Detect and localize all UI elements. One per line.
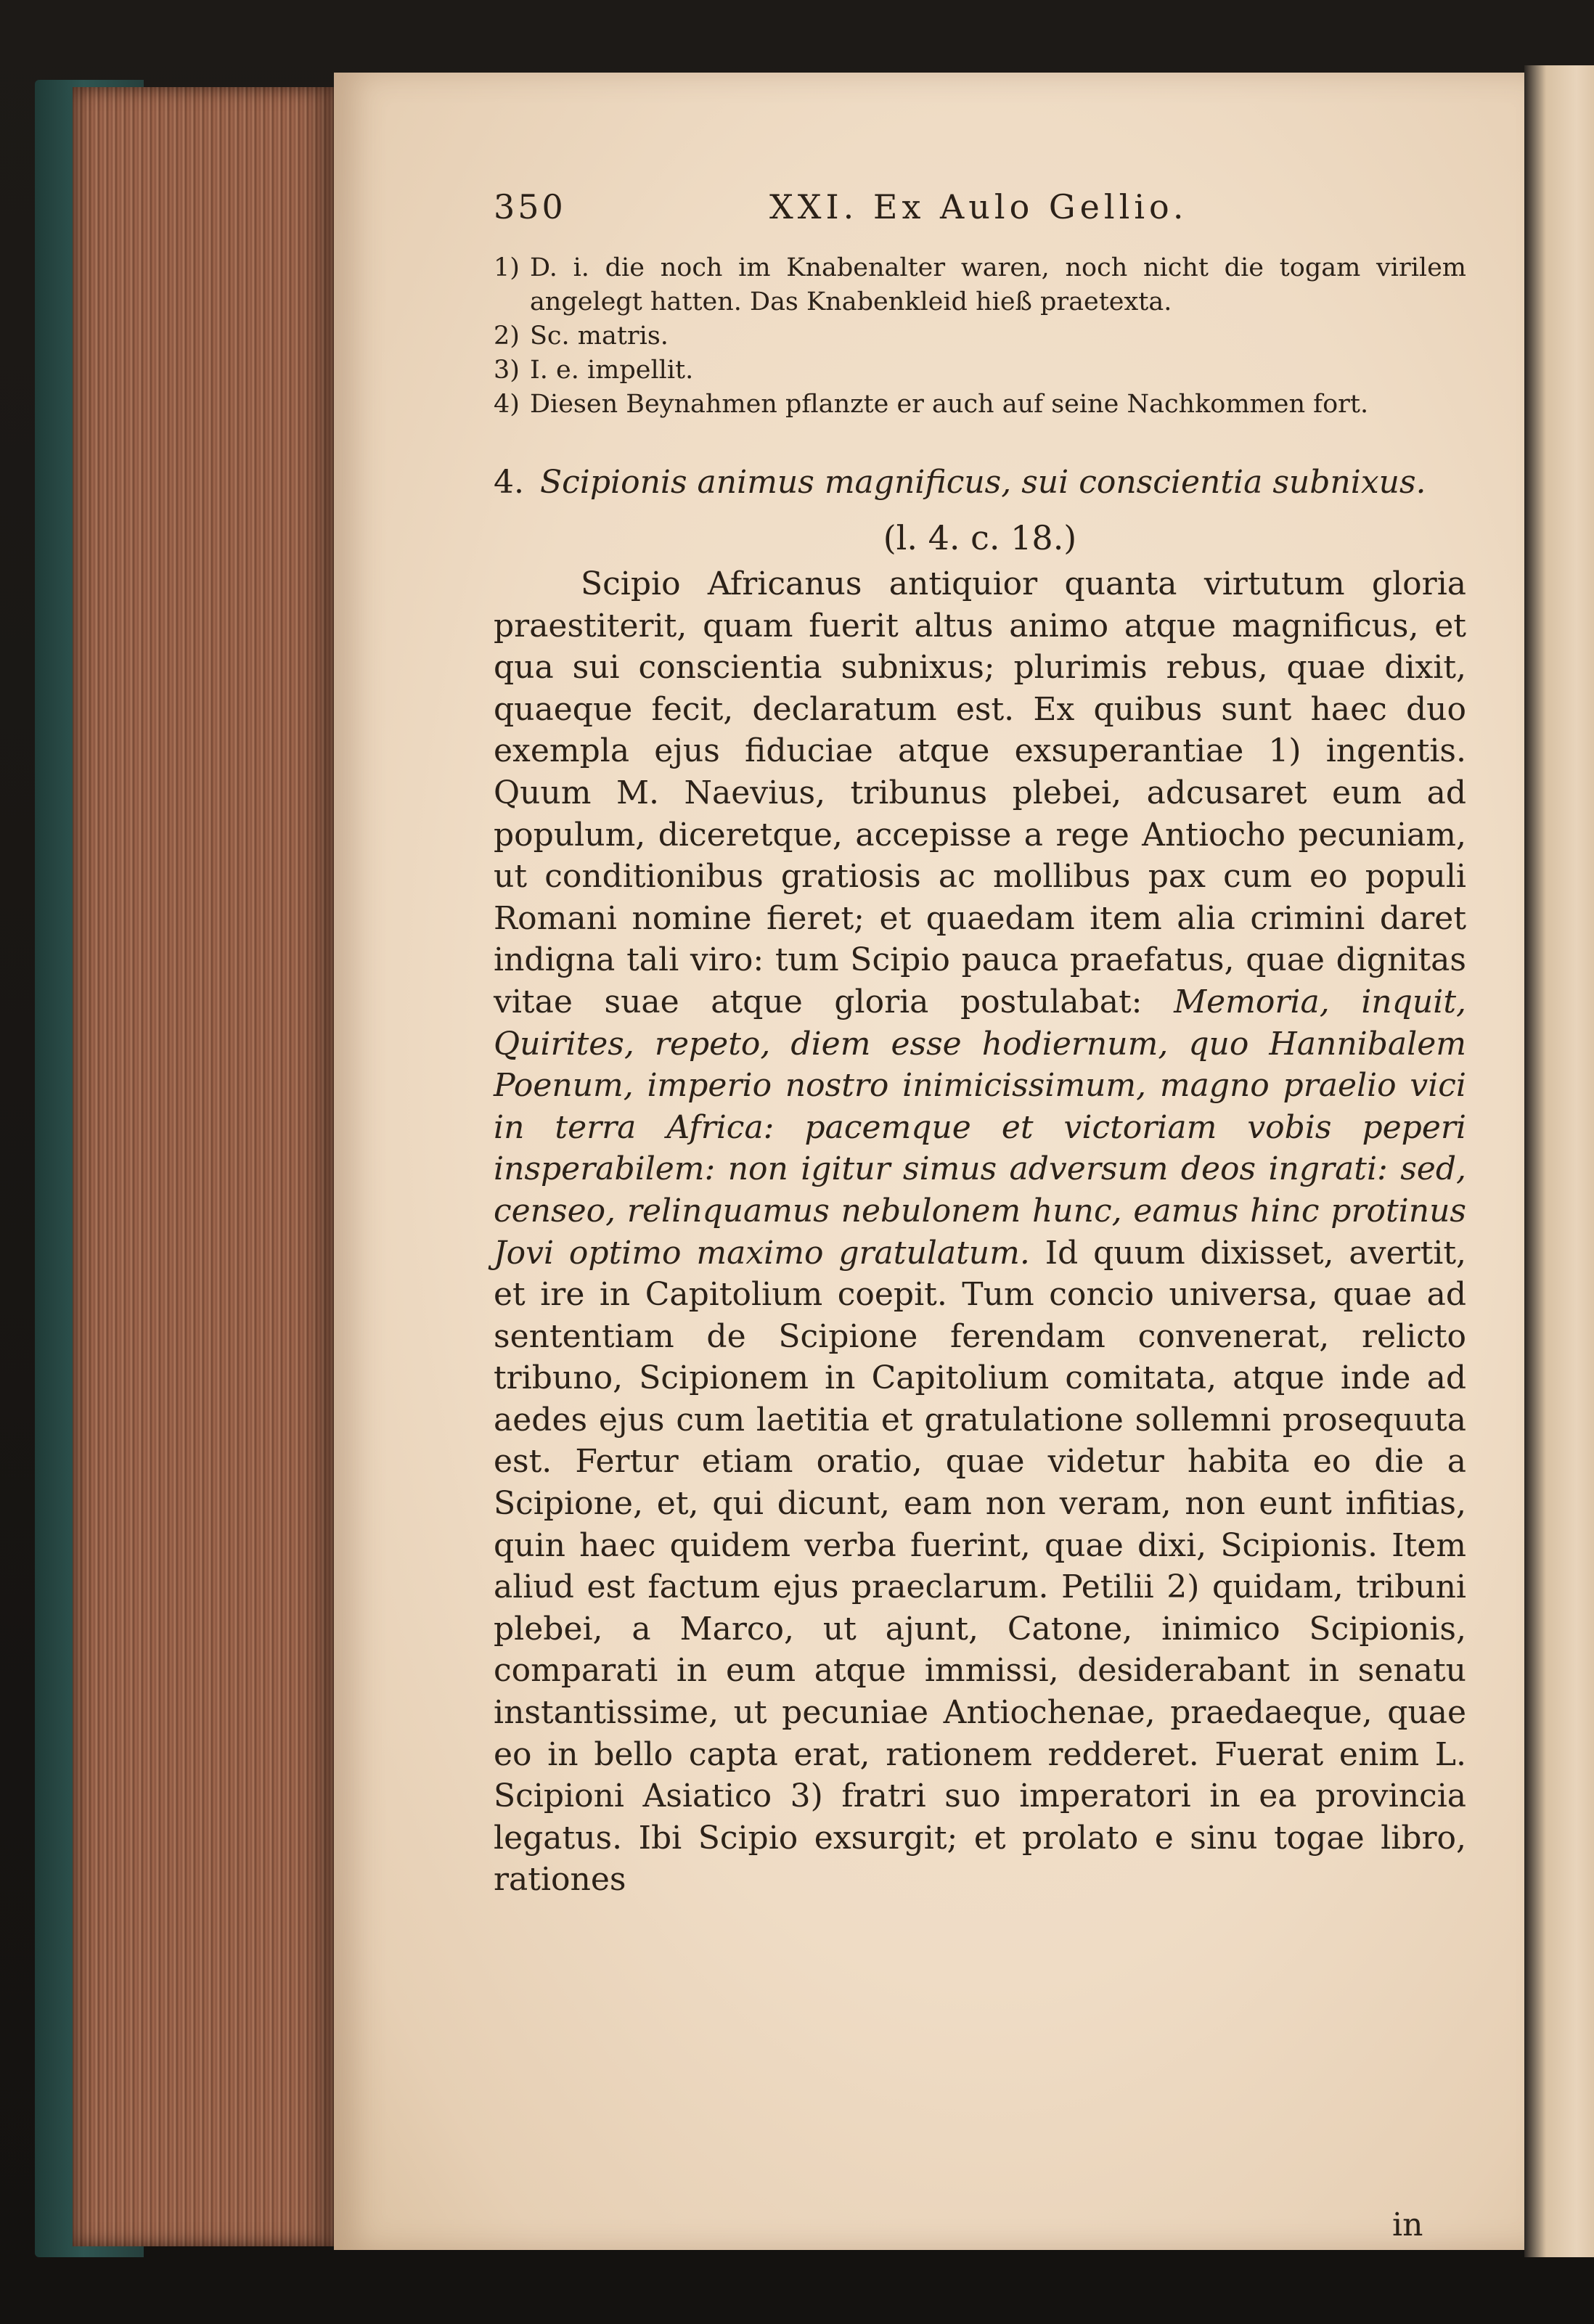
body-text-part-2: Id quum dixisset, avertit, et ire in Capitolium coepit. Tum concio universa, quae ad sententiam de Scipione ferendam convenerat, relicto tribuno, Scipionem in Capitolium comitata, atque inde ad aedes ejus cum laetitia et gratulatione sollemni prosequuta est. Fertur etiam oratio, quae videtur habita eo die a Scipione, et, qui dicunt, eam non veram, non eunt infitias, quin haec quidem verba fuerint, quae dixi, Scipionis. Item aliud est factum ejus praeclarum. Petilii 2) quidam, tribuni plebei, a Marco, ut ajunt, Catone, inimico Scipionis, comparati in eum atque immissi, desiderabant in senatu instantissime, ut pecuniae Antiochenae, praedaeque, quae eo in bello capta erat, rationem redderet. Fuerat enim L. Scipioni Asiatico 3) fratri suo imperatori in ea provincia legatus. Ibi Scipio exsurgit; et prolato e sinu togae libro, rationes <box>494 1234 1466 1899</box>
page-content <box>494 187 1466 1901</box>
body-text-part-1: Scipio Africanus antiquior quanta virtutum gloria praestiterit, quam fuerit altus animo atque magnificus, et qua sui conscientia subnixus; plurimis rebus, quae dixit, quaeque fecit, declaratum est. Ex quibus sunt haec duo exempla ejus fiduciae atque exsuperantiae 1) ingentis. Quum M. Naevius, tribunus plebei, adcusaret eum ad populum, diceretque, accepisse a rege Antiocho pecuniam, ut conditionibus gratiosis ac mollibus pax cum eo populi Romani nomine fieret; et quaedam item alia crimini daret indigna tali viro: tum Scipio pauca praefatus, quae dignitas vitae suae atque gloria postulabat: <box>494 565 1466 1020</box>
footnote-text: Diesen Beynahmen pflanzte er auch auf seine Nachkommen fort. <box>529 390 1369 419</box>
body-paragraph <box>494 563 1466 1901</box>
running-head <box>494 187 1466 231</box>
footnote-text: I. e. impellit. <box>529 356 694 385</box>
footnote-text: Sc. matris. <box>529 322 669 351</box>
footnote-marker: 1) <box>494 253 520 282</box>
footnote-text: D. i. die noch im Knabenalter waren, noch nicht die togam virilem angelegt hatten. Das Knabenkleid hieß praetexta. <box>529 253 1466 316</box>
source-citation: (l. 4. c. 18.) <box>883 518 1077 557</box>
page-edges <box>73 87 334 2246</box>
section-title: Scipionis animus magnificus, sui conscientia subnixus. <box>539 464 1426 501</box>
footnote <box>494 319 1466 353</box>
running-title: XXI. Ex Aulo Gellio. <box>769 187 1188 226</box>
footnotes <box>494 251 1466 422</box>
scipio-speech-quote: Memoria, inquit, Quirites, repeto, diem esse hodiernum, quo Hannibalem Poenum, imperio nostro inimicissimum, magno praelio vici in terra Africa: pacemque et victoriam vobis peperi insperabilem: non igitur simus adversum deos ingrati: sed, censeo, relinquamus nebulonem hunc, eamus hinc protinus Jovi optimo maximo gratulatum. <box>494 983 1466 1272</box>
section-heading <box>494 464 1466 501</box>
section-number: 4. <box>494 464 524 501</box>
footnote <box>494 353 1466 388</box>
footnote-marker: 4) <box>494 390 520 419</box>
facing-page-edge <box>1524 65 1594 2257</box>
footnote-marker: 3) <box>494 356 520 385</box>
footnote <box>494 388 1466 422</box>
catchword: in <box>1392 2206 1423 2243</box>
page-number: 350 <box>494 187 566 226</box>
footnote <box>494 251 1466 319</box>
footnote-marker: 2) <box>494 322 520 351</box>
